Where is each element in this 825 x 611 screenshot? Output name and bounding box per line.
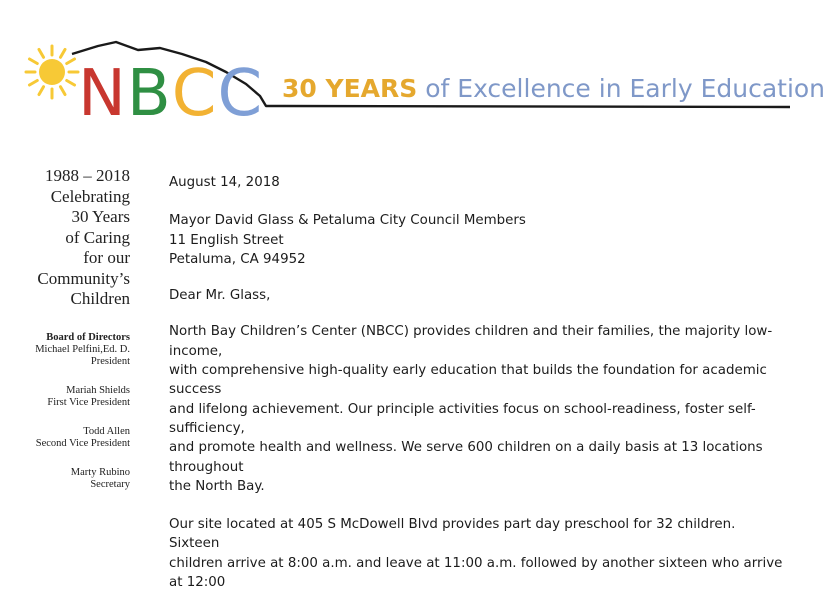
recipient-line: Petaluma, CA 94952 [169,251,306,267]
paragraph-line: children arrive at 8:00 a.m. and leave at 11:00 a.m. followed by another sixteen who arrive at 12:00 [169,555,783,591]
anniversary-motto [20,166,130,310]
board-member-role: President [90,356,130,367]
board-member-role: Second Vice President [35,438,130,449]
sun-ray [61,87,66,95]
sun-icon [26,46,78,98]
nbcc-logo-wordmark [78,57,264,131]
paragraph-line: the North Bay. [169,478,265,494]
sidebar [20,166,130,508]
logo-letter-c2: C [217,57,264,131]
paragraph-line: with comprehensive high-quality early education that builds the foundation for academic success [169,363,767,398]
logo-letter-n: N [78,57,127,131]
paragraph-line: and lifelong achievement. Our principle activities focus on school-readiness, foster self-sufficiency, [169,401,756,436]
paragraph-2 [169,515,789,592]
motto-line: 1988 – 2018 [45,166,130,185]
letter-date: August 14, 2018 [169,175,280,190]
recipient-address [169,211,789,269]
paragraph-1 [169,322,789,496]
recipient-line: Mayor David Glass & Petaluma City Council Members [169,213,526,229]
board-member-role: First Vice President [47,397,130,408]
sun-ray [39,87,44,95]
sun-ray [67,59,75,64]
logo-letter-b: B [126,57,172,131]
sun-ray [29,81,37,86]
motto-line: of Caring [65,227,130,247]
tagline-text: of Excellence in Early Education [425,74,825,103]
board-member-role: Secretary [90,479,130,490]
paragraph-line: North Bay Children’s Center (NBCC) provides children and their families, the majority low-income, [169,324,773,359]
board-member-name: Mariah Shields [66,384,130,396]
sun-ray [61,49,66,57]
tagline-years: 30 YEARS [282,74,418,103]
motto-line: for our [83,248,130,267]
logo-letter-c1: C [171,57,218,131]
salutation: Dear Mr. Glass, [169,288,271,304]
sun-ray [67,81,75,86]
board-title: Board of Directors [46,331,130,343]
sun-ray [39,49,44,57]
motto-line: Celebrating [50,186,130,206]
paragraph-line: and promote health and wellness. We serve 600 children on a daily basis at 13 locations throughout [169,440,763,475]
motto-line: 30 Years [71,207,130,226]
letterhead-tagline [282,74,825,103]
paragraph-line: Our site located at 405 S McDowell Blvd provides part day preschool for 32 children. Sixteen [169,517,736,552]
letter-body [169,173,789,611]
motto-line: Children [70,289,130,308]
board-member-name: Marty Rubino [70,466,130,478]
board-member-name: Michael Pelfini,Ed. D. [35,343,130,355]
recipient-line: 11 English Street [169,232,284,248]
motto-line: Community’s [37,268,130,288]
sun-ray [29,59,37,64]
board-member-name: Todd Allen [83,425,130,437]
